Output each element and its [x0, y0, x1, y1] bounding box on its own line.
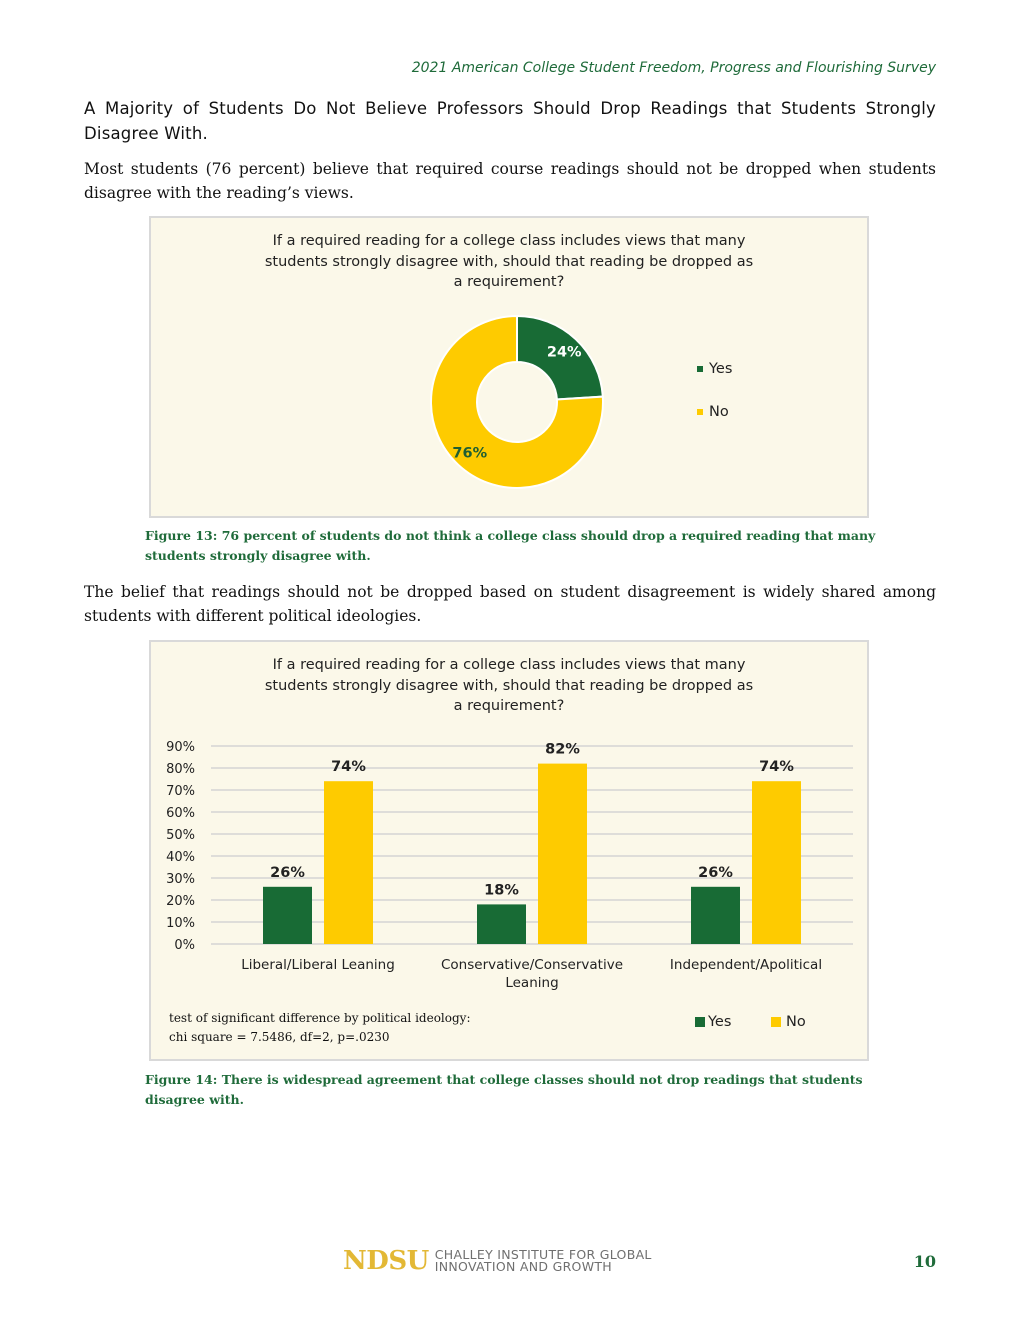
stat-note	[169, 1009, 471, 1047]
figure-14-title-line: If a required reading for a college class includes views that many	[272, 657, 746, 673]
bar-value-label: 26%	[698, 864, 733, 881]
bar-no	[752, 781, 801, 944]
legend-yes	[697, 361, 732, 377]
y-tick-label: 90%	[166, 740, 195, 755]
donut-chart	[151, 218, 867, 516]
bar-no	[538, 764, 587, 944]
bar-value-label: 74%	[331, 759, 366, 776]
figure-14-title-line: students strongly disagree with, should that reading be dropped as	[264, 677, 754, 694]
footer-logo	[343, 1246, 652, 1276]
legend-label-no: No	[786, 1014, 806, 1030]
institute-name	[435, 1249, 652, 1273]
bar-no	[324, 781, 373, 944]
bar-value-label: 82%	[545, 741, 580, 758]
figure-13-title-line: a requirement?	[453, 274, 565, 290]
figure-13-chart	[149, 216, 869, 518]
institute-line: CHALLEY INSTITUTE FOR GLOBAL	[434, 1247, 652, 1262]
running-head: 2021 American College Student Freedom, Progress and Flourishing Survey	[411, 60, 936, 76]
x-category-label: Liberal/Liberal Leaning	[241, 957, 395, 973]
section-heading: A Majority of Students Do Not Believe Professors Should Drop Readings that Students Strongly Disagree With.	[84, 99, 936, 143]
y-tick-label: 50%	[166, 828, 195, 843]
legend-no	[771, 1014, 806, 1030]
x-category-label: Conservative/Conservative	[440, 957, 624, 973]
bar-value-label: 26%	[270, 864, 305, 881]
y-tick-label: 80%	[166, 762, 195, 777]
bar-yes	[477, 904, 526, 944]
y-tick-label: 40%	[166, 850, 195, 865]
bar-chart	[151, 642, 867, 1059]
y-tick-label: 20%	[166, 894, 195, 909]
stat-note-line: test of significant difference by political ideology:	[169, 1011, 471, 1025]
legend-label-yes: Yes	[708, 1014, 732, 1030]
figure-13-title-line: students strongly disagree with, should that reading be dropped as	[264, 253, 754, 270]
paragraph-1: Most students (76 percent) believe that required course readings should not be dropped when students disagree with the reading’s views.	[84, 160, 936, 202]
legend-swatch-yes	[695, 1017, 705, 1027]
stat-note-line: chi square = 7.5486, df=2, p=.0230	[169, 1030, 390, 1044]
x-category-label: Leaning	[505, 975, 559, 991]
bar-value-label: 18%	[484, 882, 519, 899]
figure-13-title-line: If a required reading for a college class includes views that many	[272, 233, 746, 249]
ndsu-logo: NDSU	[343, 1246, 429, 1276]
legend-label-no: No	[709, 404, 729, 420]
figure-14-title-line: a requirement?	[453, 698, 565, 714]
legend-swatch-no	[771, 1017, 781, 1027]
y-tick-label: 70%	[166, 784, 195, 799]
legend-yes	[695, 1014, 731, 1030]
donut-label-no: 76%	[452, 445, 488, 462]
y-tick-label: 0%	[174, 938, 195, 953]
page-number: 10	[913, 1252, 936, 1271]
bar-yes	[263, 887, 312, 944]
donut-label-yes: 24%	[546, 344, 582, 361]
figure-14-chart	[149, 640, 869, 1061]
x-category-label: Independent/Apolitical	[669, 957, 823, 973]
y-tick-label: 30%	[166, 872, 195, 887]
bar-yes	[691, 887, 740, 944]
institute-line: INNOVATION AND GROWTH	[434, 1259, 612, 1274]
y-tick-label: 60%	[166, 806, 195, 821]
legend-no	[697, 404, 729, 420]
paragraph-2: The belief that readings should not be dropped based on student disagreement is widely shared among students with different political ideologies.	[84, 583, 936, 625]
legend-swatch-no	[697, 409, 703, 415]
y-tick-label: 10%	[166, 916, 195, 931]
figure-13-caption: Figure 13: 76 percent of students do not think a college class should drop a required reading that many students strongly disagree with.	[145, 528, 876, 563]
legend-label-yes: Yes	[709, 361, 733, 377]
legend-swatch-yes	[697, 366, 703, 372]
figure-14-caption: Figure 14: There is widespread agreement that college classes should not drop readings that students disagree with.	[145, 1072, 863, 1107]
bar-value-label: 74%	[759, 759, 794, 776]
